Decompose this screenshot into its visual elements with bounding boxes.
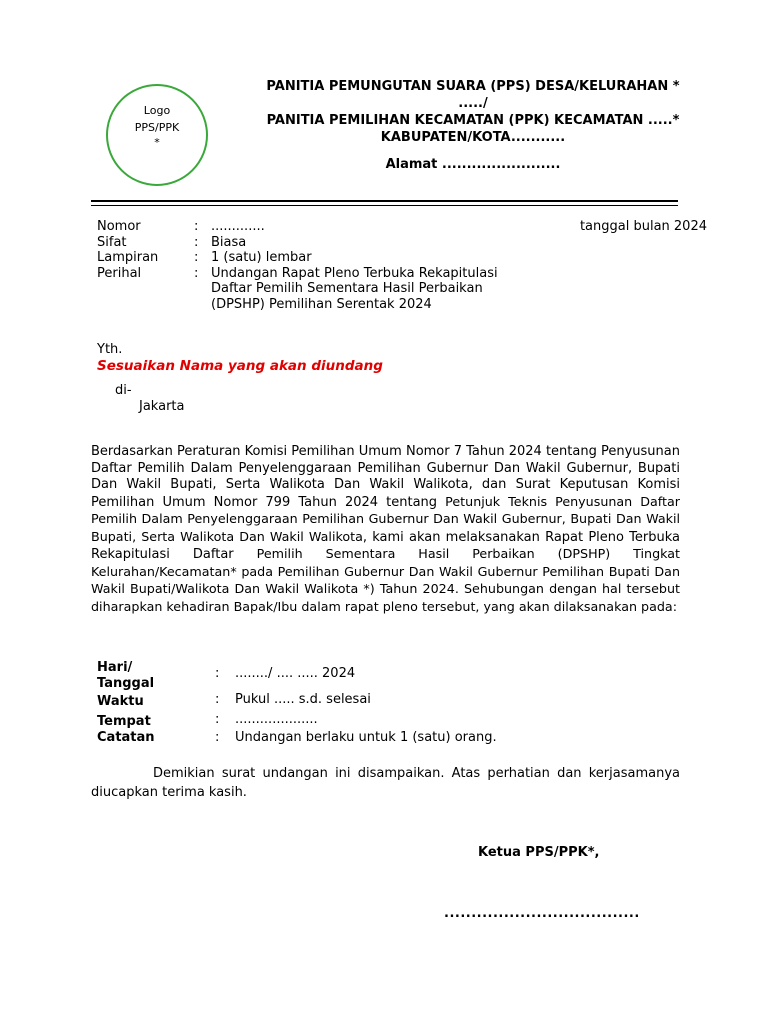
logo-text: * bbox=[154, 136, 160, 149]
body-text: Pemilih Sementara Hasil Perbaikan (DPSHP) Tingkat Kelurahan/Kecamatan* pada Pemilihan Gubernur Dan Wakil Gubernur Pemilihan Bupati Dan Wakil Bupati/Walikota Dan Wakil Walikota *) Tahun 2024. Sehubungan dengan hal tersebut diharapkan kehadiran Bapak/Ibu dalam rapat pleno tersebut, yang akan dilaksanakan pada: bbox=[91, 546, 680, 614]
signatory-title: Ketua PPS/PPK*, bbox=[478, 845, 600, 860]
meta-colon: : bbox=[194, 234, 199, 250]
logo-placeholder bbox=[106, 84, 208, 186]
letterhead-line: ...../ bbox=[458, 96, 488, 111]
recipient-di: di- bbox=[115, 383, 132, 398]
meta-colon: : bbox=[194, 265, 199, 281]
meta-value: 1 (satu) lembar bbox=[211, 250, 312, 265]
recipient-salutation: Yth. bbox=[97, 342, 123, 357]
detail-colon: : bbox=[215, 730, 220, 745]
meta-value: Biasa bbox=[211, 234, 247, 250]
detail-value: ......../ .... ..... 2024 bbox=[235, 666, 356, 681]
body-text: Petunjuk Teknis Penyusunan Daftar Pemilih Dalam Penyelenggaraan Pemilihan Gubernur Dan Wakil Gubernur, Bupati Dan Wakil Bupati, Serta Walikota Dan Wakil Walikota bbox=[91, 493, 680, 544]
body-paragraph bbox=[91, 444, 680, 616]
letterhead-line: PANITIA PEMILIHAN KECAMATAN (PPK) KECAMATAN .....* bbox=[266, 113, 680, 128]
body-text: Berdasarkan Peraturan Komisi Pemilihan Umum Nomor 7 Tahun 2024 tentang Penyusunan Daftar Pemilih Dalam Penyelenggaraan Pemilihan Gubernur Dan Wakil Gubernur, Bupati Dan Wakil Bupati, Serta Walikota Dan Wakil Walikota, dan Surat Keputusan Komisi Pemilihan Umum Nomor 799 Tahun 2024 tentang bbox=[91, 444, 680, 510]
logo-text: Logo bbox=[143, 104, 171, 117]
meta-label: Perihal bbox=[97, 265, 142, 281]
detail-label: Catatan bbox=[97, 730, 155, 745]
meta-colon: : bbox=[194, 219, 199, 234]
meta-value: ............. bbox=[211, 219, 265, 234]
letter-body bbox=[91, 444, 680, 616]
meta-value: Undangan Rapat Pleno Terbuka Rekapitulasi Daftar Pemilih Sementara Hasil Perbaikan (DPSHP) Pemilihan Serentak 2024 bbox=[211, 265, 498, 312]
letter-date: tanggal bulan 2024 bbox=[579, 219, 707, 234]
detail-colon: : bbox=[215, 712, 220, 727]
signatory-name: .................................... bbox=[444, 906, 640, 921]
detail-row-catatan bbox=[97, 732, 597, 750]
detail-colon: : bbox=[215, 692, 220, 707]
detail-value: Pukul ..... s.d. selesai bbox=[235, 692, 371, 707]
detail-row-hari bbox=[97, 660, 597, 694]
detail-label: Hari/ Tanggal bbox=[97, 660, 155, 691]
letterhead bbox=[215, 78, 731, 173]
letterhead-divider bbox=[91, 200, 678, 202]
detail-value: Undangan berlaku untuk 1 (satu) orang. bbox=[235, 730, 497, 745]
letterhead-line: PANITIA PEMUNGUTAN SUARA (PPS) DESA/KELURAHAN * bbox=[266, 79, 680, 94]
event-details bbox=[97, 660, 597, 750]
meta-label: Lampiran bbox=[97, 250, 159, 265]
letterhead-line: KABUPATEN/KOTA........... bbox=[380, 130, 566, 145]
recipient-name: Sesuaikan Nama yang akan diundang bbox=[97, 358, 383, 374]
logo-text: PPS/PPK bbox=[134, 121, 180, 134]
closing-paragraph: Demikian surat undangan ini disampaikan. Atas perhatian dan kerjasamanya diucapkan terima kasih. bbox=[91, 766, 680, 800]
meta-label: Sifat bbox=[97, 234, 127, 250]
detail-colon: : bbox=[215, 666, 220, 681]
detail-value: .................... bbox=[235, 712, 318, 727]
detail-row-waktu bbox=[97, 694, 597, 714]
body-text: , kami akan melaksanakan Rapat Pleno Terbuka Rekapitulasi Daftar bbox=[91, 529, 680, 562]
recipient-city: Jakarta bbox=[139, 399, 185, 414]
detail-label: Tempat bbox=[97, 714, 151, 729]
letterhead-address: Alamat ........................ bbox=[385, 157, 561, 172]
meta-label: Nomor bbox=[97, 219, 141, 234]
detail-label: Waktu bbox=[97, 694, 144, 709]
meta-colon: : bbox=[194, 250, 199, 265]
letterhead-divider bbox=[91, 205, 678, 206]
